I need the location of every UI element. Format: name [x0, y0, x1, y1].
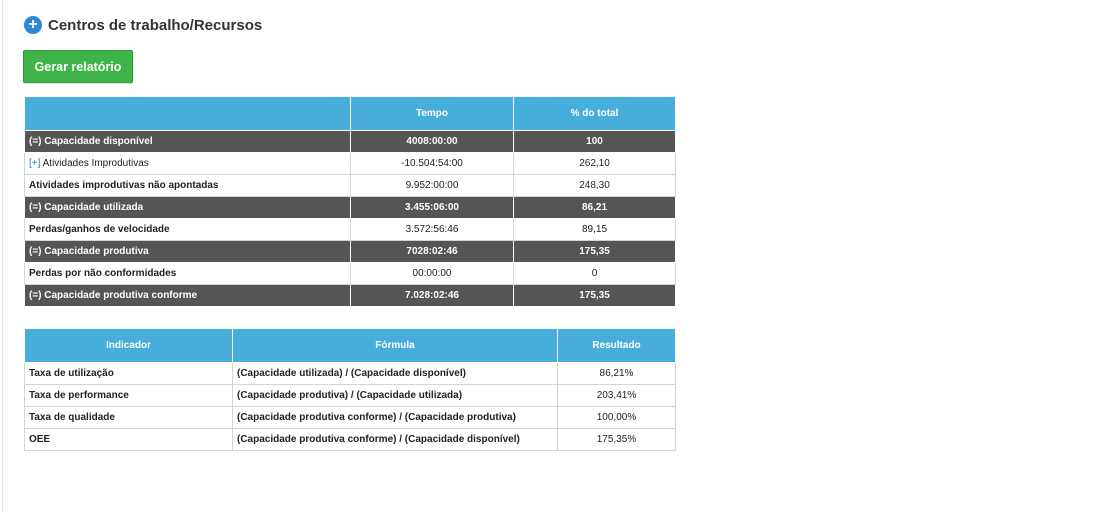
capacity-table	[24, 97, 676, 307]
row-label: (=) Capacidade utilizada	[25, 197, 351, 219]
row-label: Atividades improdutivas não apontadas	[25, 175, 351, 197]
indicator-result: 175,35%	[558, 429, 676, 451]
indicator-formula: (Capacidade produtiva) / (Capacidade utilizada)	[233, 385, 558, 407]
table-row-capacidade-utilizada	[25, 197, 676, 219]
indicator-name: OEE	[25, 429, 233, 451]
row-label: Perdas/ganhos de velocidade	[25, 219, 351, 241]
table-row-perdas-nao-conformidades	[25, 263, 676, 285]
row-tempo: 7.028:02:46	[351, 285, 514, 307]
table-row	[25, 385, 676, 407]
row-label: (=) Capacidade produtiva conforme	[25, 285, 351, 307]
row-pct: 100	[514, 131, 676, 153]
row-tempo: 7028:02:46	[351, 241, 514, 263]
row-pct: 0	[514, 263, 676, 285]
indicator-result: 203,41%	[558, 385, 676, 407]
row-label: (=) Capacidade disponível	[25, 131, 351, 153]
row-pct: 89,15	[514, 219, 676, 241]
table-row-perdas-velocidade	[25, 219, 676, 241]
row-pct: 248,30	[514, 175, 676, 197]
page-title: Centros de trabalho/Recursos	[48, 16, 263, 34]
row-tempo: 4008:00:00	[351, 131, 514, 153]
indicator-formula: (Capacidade produtiva conforme) / (Capacidade disponível)	[233, 429, 558, 451]
row-pct: 175,35	[514, 285, 676, 307]
indicator-result: 86,21%	[558, 363, 676, 385]
table-header-row	[25, 329, 676, 363]
row-label: Perdas por não conformidades	[25, 263, 351, 285]
indicator-name: Taxa de performance	[25, 385, 233, 407]
indicator-name: Taxa de utilização	[25, 363, 233, 385]
column-header-resultado: Resultado	[558, 329, 676, 363]
indicator-formula: (Capacidade utilizada) / (Capacidade disponível)	[233, 363, 558, 385]
row-tempo: 9.952:00:00	[351, 175, 514, 197]
indicator-formula: (Capacidade produtiva conforme) / (Capacidade produtiva)	[233, 407, 558, 429]
row-pct: 175,35	[514, 241, 676, 263]
row-pct: 86,21	[514, 197, 676, 219]
table-row	[25, 363, 676, 385]
generate-report-button[interactable]: Gerar relatório	[23, 50, 133, 83]
page-left-border	[2, 0, 3, 512]
table-row-capacidade-produtiva	[25, 241, 676, 263]
row-pct: 262,10	[514, 153, 676, 175]
table-row-capacidade-produtiva-conforme	[25, 285, 676, 307]
table-row-capacidade-disponivel	[25, 131, 676, 153]
column-header	[25, 97, 351, 131]
table-row-atividades-improdutivas	[25, 153, 676, 175]
column-header-formula: Fórmula	[233, 329, 558, 363]
table-row	[25, 407, 676, 429]
row-tempo: 3.455:06:00	[351, 197, 514, 219]
table-row-atividades-nao-apontadas	[25, 175, 676, 197]
section-header	[24, 16, 262, 34]
expand-row-toggle[interactable]: [+]	[29, 158, 41, 169]
row-tempo: 00:00:00	[351, 263, 514, 285]
column-header-tempo: Tempo	[351, 97, 514, 131]
row-label: (=) Capacidade produtiva	[25, 241, 351, 263]
column-header-indicador: Indicador	[25, 329, 233, 363]
row-tempo: -10.504:54:00	[351, 153, 514, 175]
row-tempo: 3.572:56:46	[351, 219, 514, 241]
column-header-pct: % do total	[514, 97, 676, 131]
indicator-result: 100,00%	[558, 407, 676, 429]
row-label: Atividades Improdutivas	[42, 158, 149, 169]
table-header-row	[25, 97, 676, 131]
table-row	[25, 429, 676, 451]
indicator-name: Taxa de qualidade	[25, 407, 233, 429]
plus-circle-icon[interactable]: +	[24, 16, 42, 34]
indicators-table	[24, 329, 676, 451]
row-label-cell	[25, 153, 351, 175]
